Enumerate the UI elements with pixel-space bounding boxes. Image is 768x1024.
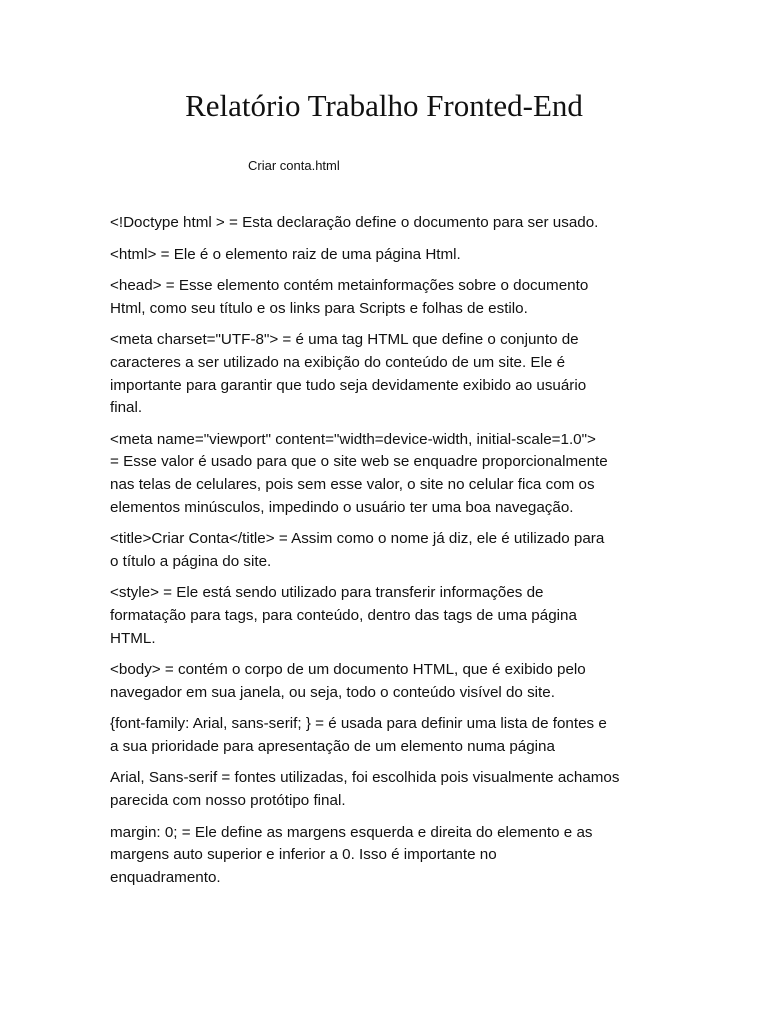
paragraph-body: <body> = contém o corpo de um documento HTML, que é exibido pelo navegador em sua janela, ou seja, todo o conteúdo visível do site.	[110, 661, 586, 701]
paragraph-font-family: {font-family: Arial, sans-serif; } = é usada para definir uma lista de fontes e a sua prioridade para apresentação de um elemento numa página	[110, 715, 607, 755]
document-body	[110, 212, 662, 898]
paragraph-style: <style> = Ele está sendo utilizado para transferir informações de formatação para tags, para conteúdo, dentro das tags de uma página HTML.	[110, 584, 577, 647]
paragraph-html: <html> = Ele é o elemento raiz de uma página Html.	[110, 245, 461, 263]
paragraph-title: <title>Criar Conta</title> = Assim como o nome já diz, ele é utilizado para o título a página do site.	[110, 530, 605, 570]
paragraph-meta-charset: <meta charset="UTF-8"> = é uma tag HTML que define o conjunto de caracteres a ser utilizado na exibição do conteúdo de um site. Ele é importante para garantir que tudo seja devidamente exibido ao usuário final.	[110, 331, 587, 417]
file-subtitle: Criar conta.html	[248, 158, 340, 173]
paragraph-head: <head> = Esse elemento contém metainformações sobre o documento Html, como seu título e os links para Scripts e folhas de estilo.	[110, 277, 589, 317]
paragraph-meta-viewport: <meta name="viewport" content="width=device-width, initial-scale=1.0"> = Esse valor é usado para que o site web se enquadre proporcionalmente nas telas de celulares, pois sem esse valor, o site no celular fica com os elementos minúsculos, impedindo o usuário ter uma boa navegação.	[110, 430, 608, 516]
page-title: Relatório Trabalho Fronted-End	[185, 88, 583, 123]
paragraph-fonts-used: Arial, Sans-serif = fontes utilizadas, foi escolhida pois visualmente achamos parecida com nosso protótipo final.	[110, 769, 620, 810]
paragraph-doctype: <!Doctype html > = Esta declaração define o documento para ser usado.	[110, 214, 599, 231]
paragraph-margin: margin: 0; = Ele define as margens esquerda e direita do elemento e as margens auto superior e inferior a 0. Isso é importante no enquadramento.	[110, 823, 593, 886]
